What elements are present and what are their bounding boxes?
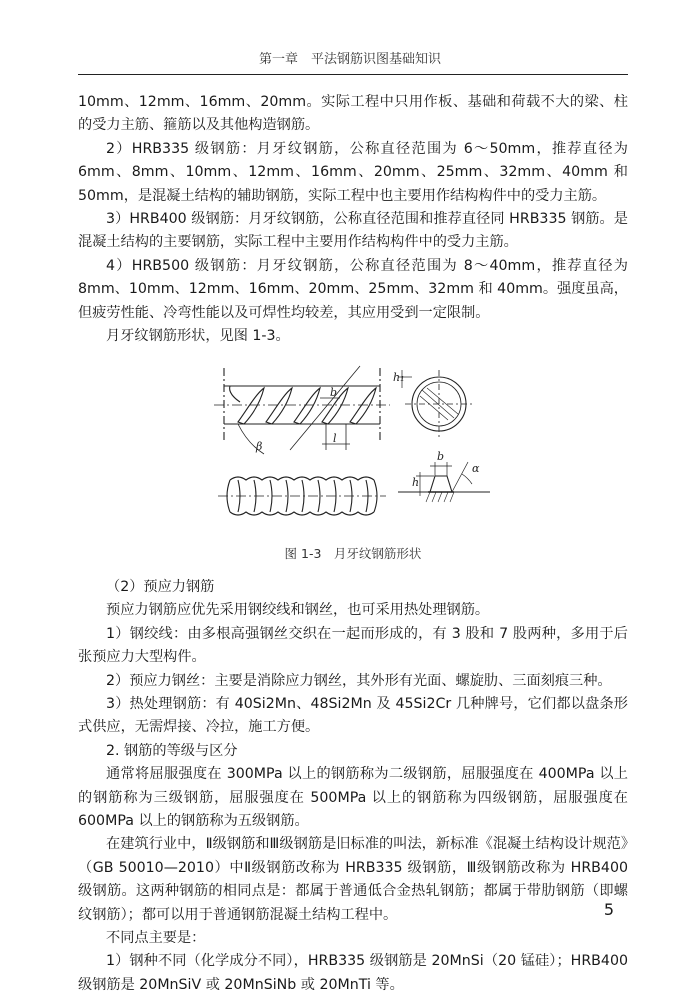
paragraph-hpb-continued: 10mm、12mm、16mm、20mm。实际工程中只用作板、基础和荷载不大的梁、柱的受力主筋、箍筋以及其他构造钢筋。	[78, 94, 628, 134]
paragraph-strand: 1）钢绞线：由多根高强钢丝交织在一起而形成的，有 3 股和 7 股两种，多用于后张预应力大型构件。	[78, 625, 628, 666]
section-heading-grades: 2. 钢筋的等级与区分	[106, 742, 238, 759]
page-body	[78, 91, 628, 997]
label-b2: b	[437, 450, 445, 464]
paragraph-grades: 通常将屈服强度在 300MPa 以上的钢筋称为二级钢筋，屈服强度在 400MPa 以上的钢筋称为三级钢筋，屈服强度在 500MPa 以上的钢筋称为四级钢筋，屈服强度在 600MPa 以上的钢筋称为五级钢筋。	[78, 766, 628, 829]
rebar-side-view-top	[214, 366, 390, 454]
label-alpha: α	[472, 462, 480, 476]
label-b: b	[330, 386, 338, 400]
paragraph-hrb500: 4）HRB500 级钢筋：月牙纹钢筋，公称直径范围为 8～40mm，推荐直径为 8mm、10mm、12mm、16mm、20mm、25mm、32mm 和 40mm。强度虽高，但疲劳性能、冷弯性能以及可焊性均较差，其应用受到一定限制。	[78, 257, 628, 321]
rebar-outer-view	[218, 477, 386, 515]
paragraph-hrb400: 3）HRB400 级钢筋：月牙纹钢筋，公称直径范围和推荐直径同 HRB335 钢筋。是混凝土结构的主要钢筋，实际工程中主要用作结构构件中的受力主筋。	[78, 211, 628, 251]
rebar-cross-section	[398, 370, 473, 438]
label-beta: β	[256, 440, 263, 454]
page-number: 5	[603, 900, 614, 919]
running-header: 第一章 平法钢筋识图基础知识	[258, 52, 441, 67]
label-h1: h₁	[393, 371, 405, 385]
paragraph-differences-intro: 不同点主要是：	[106, 929, 206, 946]
rebar-drawing	[78, 358, 628, 538]
paragraph-wire: 2）预应力钢丝：主要是消除应力钢丝，其外形有光面、螺旋肋、三面刻痕三种。	[106, 672, 612, 689]
rebar-figure	[78, 358, 628, 538]
paragraph-figure-ref: 月牙纹钢筋形状，见图 1-3。	[106, 328, 290, 345]
paragraph-hrb335: 2）HRB335 级钢筋：月牙纹钢筋，公称直径范围为 6～50mm，推荐直径为 6mm、8mm、10mm、12mm、16mm、20mm、25mm、32mm、40mm 和 50mm，是混凝土结构的辅助钢筋，实际工程中也主要用作结构构件中的受力主筋。	[78, 140, 628, 204]
label-l: l	[333, 432, 337, 446]
header-rule	[78, 74, 628, 75]
paragraph-difference-1: 1）钢种不同（化学成分不同），HRB335 级钢筋是 20MnSi（20 锰硅）；HRB400 级钢筋是 20MnSiV 或 20MnSiNb 或 20MnTi 等。	[78, 953, 628, 993]
paragraph-old-new-names: 在建筑行业中，Ⅱ级钢筋和Ⅲ级钢筋是旧标准的叫法，新标准《混凝土结构设计规范》（GB 50010—2010）中Ⅱ级钢筋改称为 HRB335 级钢筋，Ⅲ级钢筋改称为 HRB400 级钢筋。这两种钢筋的相同点是：都属于普通低合金热轧钢筋；都属于带肋钢筋（即螺纹钢筋）；都可以用于普通钢筋混凝土结构工程中。	[78, 836, 628, 923]
figure-caption: 图 1-3 月牙纹钢筋形状	[284, 546, 422, 562]
paragraph-prestressed-intro: 预应力钢筋应优先采用钢绞线和钢丝，也可采用热处理钢筋。	[106, 602, 490, 619]
subheading-prestressed: （2）预应力钢筋	[106, 578, 215, 595]
label-h: h	[412, 476, 420, 490]
paragraph-heat-treated: 3）热处理钢筋：有 40Si2Mn、48Si2Mn 及 45Si2Cr 几种牌号，它们都以盘条形式供应，无需焊接、冷拉，施工方便。	[78, 695, 628, 736]
